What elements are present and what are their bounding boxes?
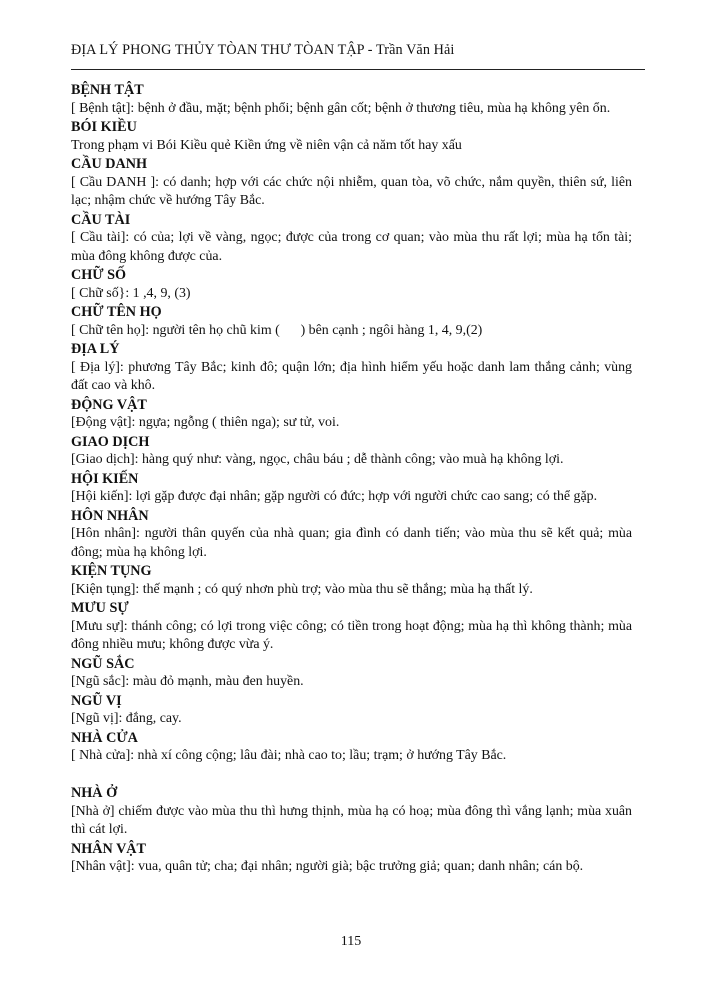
entry-ngu-vi [71,692,632,729]
entry-text: [Nhân vật]: vua, quân tử; cha; đại nhân; người già; bậc trưởng giả; quan; danh nhân; cán bộ. [71,859,584,874]
entry-chu-ten-ho [71,303,632,340]
entry-heading: CẦU TÀI [71,211,131,228]
entry-nhan-vat [71,840,632,877]
entry-text: [Mưu sự]: thánh công; có lợi trong việc công; có tiền trong hoạt động; mùa hạ thì không thành; mùa đông nhiều mưu; không được vừa ý. [71,618,632,652]
entry-cau-tai [71,211,632,267]
entry-dong-vat [71,396,632,433]
entry-muu-su [71,599,632,655]
entry-heading: ĐỘNG VẬT [71,396,147,413]
entry-text: [ Nhà cửa]: nhà xí công cộng; lâu đài; nhà cao to; lầu; trạm; ở hướng Tây Bắc. [71,748,507,763]
entry-text: [Động vật]: ngựa; ngỗng ( thiên nga); sư tử, voi. [71,415,340,430]
entry-kien-tung [71,562,632,599]
entry-boi-kieu [71,118,632,155]
entry-heading: GIAO DỊCH [71,433,150,450]
entry-chu-so [71,266,632,303]
entry-text: [Hội kiến]: lợi gặp được đại nhân; gặp người có đức; hợp với người chức cao sang; có thể gặp. [71,489,598,504]
entry-text: [Ngũ sắc]: màu đỏ mạnh, màu đen huyền. [71,674,304,689]
entry-hoi-kien [71,470,632,507]
page-number: 115 [340,934,362,949]
entry-text: [Hôn nhân]: người thân quyến của nhà quan; gia đình có danh tiến; vào mùa thu sẽ kết quả; mùa đông; mùa hạ không lợi. [71,526,632,560]
entry-text: [Nhà ở] chiếm được vào mùa thu thì hưng thịnh, mùa hạ có hoạ; mùa đông thì vắng lạnh; mùa xuân thì cát lợi. [71,803,632,837]
entry-giao-dich [71,433,632,470]
entry-heading: MƯU SỰ [71,600,129,616]
entry-text: [ Chữ số}: 1 ,4, 9, (3) [71,285,191,301]
entry-heading: NHÀ CỬA [71,729,138,746]
entry-hon-nhan [71,507,632,563]
entry-text: [Ngũ vị]: đắng, cay. [71,711,182,726]
entry-heading: BÓI KIỀU [71,119,137,135]
entry-heading: CHỮ TÊN HỌ [71,304,162,320]
document-body [71,81,632,877]
entry-text: Trong phạm vi Bói Kiều quẻ Kiền ứng về niên vận cả năm tốt hay xấu [71,137,462,153]
entry-nha-o [71,784,632,840]
entry-text: [ Cầu DANH ]: có danh; hợp với các chức nội nhiễm, quan tòa, võ chức, nắm quyền, thiên sứ, liên lạc; nhậm chức về hướng Tây Bắc. [71,174,632,208]
entry-heading: NHÂN VẬT [71,840,147,857]
entry-heading: NGŨ VỊ [71,692,122,709]
entry-text: [Giao dịch]: hàng quý như: vàng, ngọc, châu báu ; dễ thành công; vào muà hạ không lợi. [71,452,564,467]
entry-heading: CHỮ SỐ [71,267,127,283]
entry-dia-ly [71,340,632,396]
page-header: ĐỊA LÝ PHONG THỦY TÒAN THƯ TÒAN TẬP - Trần Văn Hải [71,42,455,58]
entry-text: [ Chữ tên họ]: người tên họ chũ kim ( ) bên cạnh ; ngôi hàng 1, 4, 9,(2) [71,322,483,338]
entry-text: [Kiện tụng]: thế mạnh ; có quý nhơn phù trợ; vào mùa thu sẽ thắng; mùa hạ thất lý. [71,581,533,597]
entry-heading: NHÀ Ở [71,785,118,801]
entry-cau-danh [71,155,632,211]
entry-heading: HÔN NHÂN [71,507,149,524]
entry-heading: CẦU DANH [71,156,148,172]
entry-nha-cua [71,729,632,766]
entry-heading: BỆNH TẬT [71,82,144,98]
entry-heading: HỘI KIẾN [71,470,139,487]
entry-benh-tat [71,81,632,118]
entry-text: [ Địa lý]: phương Tây Bắc; kinh đô; quận lớn; địa hình hiểm yếu hoặc danh lam thắng cảnh; vùng đất cao và khô. [71,359,632,393]
header-divider [71,69,645,70]
entry-heading: KIỆN TỤNG [71,563,152,579]
entry-text: [ Bệnh tật]: bệnh ở đầu, mặt; bệnh phổi; bệnh gân cốt; bệnh ở thương tiêu, mùa hạ không yên ổn. [71,100,611,116]
entry-text: [ Cầu tài]: có của; lợi về vàng, ngọc; được của trong cơ quan; vào mùa thu rất lợi; mùa hạ tổn tài; mùa đông không được của. [71,230,632,264]
entry-ngu-sac [71,655,632,692]
entry-heading: NGŨ SẮC [71,655,135,672]
entry-heading: ĐỊA LÝ [71,341,120,357]
